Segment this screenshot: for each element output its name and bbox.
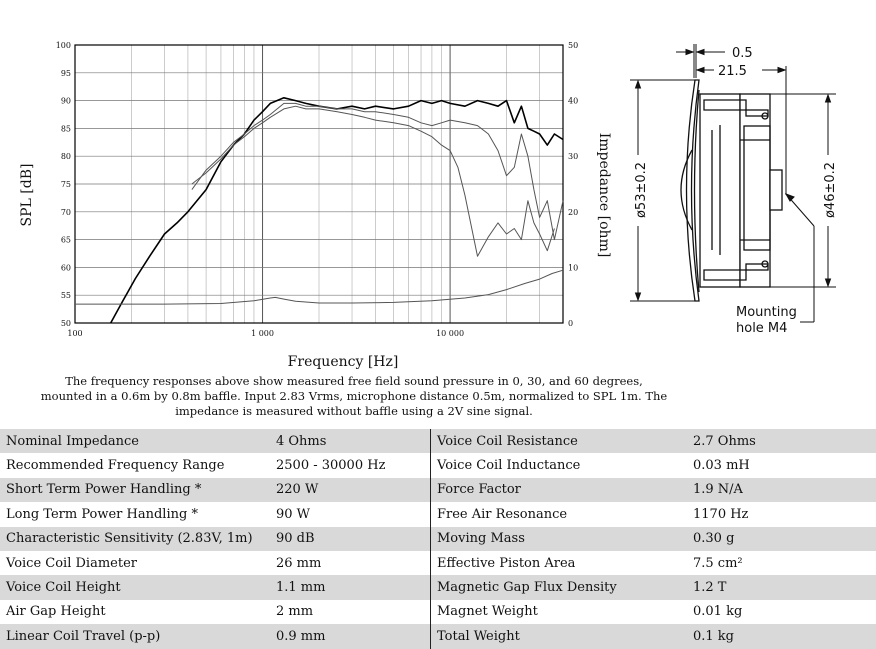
- spec-value: 2500 - 30000 Hz: [270, 453, 431, 477]
- spec-label: Magnet Weight: [437, 604, 538, 620]
- spec-label: Recommended Frequency Range: [6, 458, 225, 474]
- spec-value: 0.9 mm: [270, 624, 431, 648]
- spec-label: Voice Coil Inductance: [437, 458, 581, 474]
- spec-label: Characteristic Sensitivity (2.83V, 1m): [0, 527, 270, 551]
- spec-label: Free Air Resonance: [437, 506, 568, 522]
- y-tick-label: 95: [60, 68, 71, 78]
- spec-value: 1.1 mm: [270, 575, 431, 599]
- spec-value: 1170 Hz: [693, 506, 749, 522]
- spec-value: 90 W: [270, 502, 431, 526]
- y-tick-label: 90: [60, 96, 71, 106]
- y2-tick-label: 40: [568, 96, 579, 106]
- spec-value: 0.30 g: [687, 527, 876, 551]
- spec-value: 4 Ohms: [270, 429, 431, 453]
- table-row: [0, 502, 876, 526]
- y-tick-label: 65: [60, 235, 71, 245]
- table-row: [0, 624, 876, 648]
- flange-thickness-label: 0.5: [732, 46, 753, 61]
- specifications-table: [0, 429, 876, 649]
- spec-value: 0.01 kg: [693, 604, 743, 620]
- x-tick-label: 1 000: [251, 329, 274, 338]
- x-axis-title: Frequency [Hz]: [287, 354, 399, 370]
- frequency-response-chart: [0, 0, 612, 372]
- spec-value: 7.5 cm²: [693, 555, 743, 571]
- spec-label: Linear Coil Travel (p-p): [0, 624, 270, 648]
- spec-value: 220 W: [270, 478, 431, 502]
- chart-ticks: [56, 41, 578, 338]
- tweeter-side-view: [681, 80, 782, 301]
- mechanical-drawing: [600, 30, 870, 345]
- y-tick-label: 100: [55, 41, 71, 50]
- y-tick-label: 80: [60, 152, 71, 162]
- spec-label: Short Term Power Handling *: [0, 478, 270, 502]
- spec-label: Moving Mass: [431, 527, 688, 551]
- spec-value: 2 mm: [270, 600, 431, 624]
- x-tick-label: 100: [67, 329, 83, 338]
- spec-value: 0.03 mH: [693, 458, 750, 474]
- spl-curve: [111, 98, 563, 323]
- table-row: [0, 551, 876, 575]
- mounting-label-line1: Mounting: [736, 305, 797, 320]
- inner-diameter-label: ø46±0.2: [823, 161, 838, 219]
- x-tick-label: 10 000: [436, 329, 465, 338]
- spec-label: Total Weight: [431, 624, 688, 648]
- y-tick-label: 85: [60, 124, 71, 134]
- y-tick-label: 50: [60, 319, 71, 328]
- spec-value: 1.2 T: [687, 575, 876, 599]
- spec-label: Effective Piston Area: [437, 555, 576, 571]
- y-tick-label: 55: [60, 291, 71, 301]
- spec-value: 90 dB: [270, 527, 431, 551]
- y2-tick-label: 30: [568, 152, 579, 162]
- spec-label: Magnetic Gap Flux Density: [431, 575, 688, 599]
- spec-label: Nominal Impedance: [0, 429, 270, 453]
- outer-diameter-label: ø53±0.2: [634, 161, 649, 219]
- spec-value: 0.1 kg: [687, 624, 876, 648]
- y-tick-label: 70: [60, 207, 71, 217]
- y-axis-title: SPL [dB]: [19, 163, 35, 227]
- table-row: [0, 429, 876, 453]
- spec-label: Air Gap Height: [6, 604, 106, 620]
- chart-caption: The frequency responses above show measured free field sound pressure in 0, 30, and 60 degrees, mounted in a 0.6m by 0.8m baffle. Input 2.83 Vrms, microphone distance 0.5m, normalized to SPL 1m. The impedance is measured without baffle using a 2V sine signal.: [40, 374, 668, 418]
- spec-label: Voice Coil Height: [0, 575, 270, 599]
- spec-value: 1.9 N/A: [687, 478, 876, 502]
- table-row: [0, 453, 876, 477]
- spec-label: Force Factor: [431, 478, 688, 502]
- depth-label: 21.5: [718, 64, 747, 79]
- y-tick-label: 75: [60, 180, 71, 189]
- table-row: [0, 527, 876, 551]
- y2-tick-label: 20: [568, 207, 579, 217]
- mounting-hole-leader: [786, 194, 814, 322]
- y2-tick-label: 0: [568, 319, 574, 328]
- table-row: [0, 575, 876, 599]
- y2-tick-label: 10: [568, 263, 579, 273]
- y2-axis-title: Impedance [ohm]: [596, 132, 612, 258]
- spec-value: 2.7 Ohms: [687, 429, 876, 453]
- chart-grid: [75, 45, 563, 323]
- table-row: [0, 600, 876, 624]
- y-tick-label: 60: [60, 263, 71, 273]
- spl-curve: [192, 103, 563, 239]
- spec-label: Long Term Power Handling *: [6, 506, 198, 522]
- y2-tick-label: 50: [568, 41, 579, 50]
- table-row: [0, 478, 876, 502]
- spec-value: 26 mm: [270, 551, 431, 575]
- spec-label: Voice Coil Diameter: [6, 555, 137, 571]
- mounting-label-line2: hole M4: [736, 321, 788, 336]
- spec-label: Voice Coil Resistance: [431, 429, 688, 453]
